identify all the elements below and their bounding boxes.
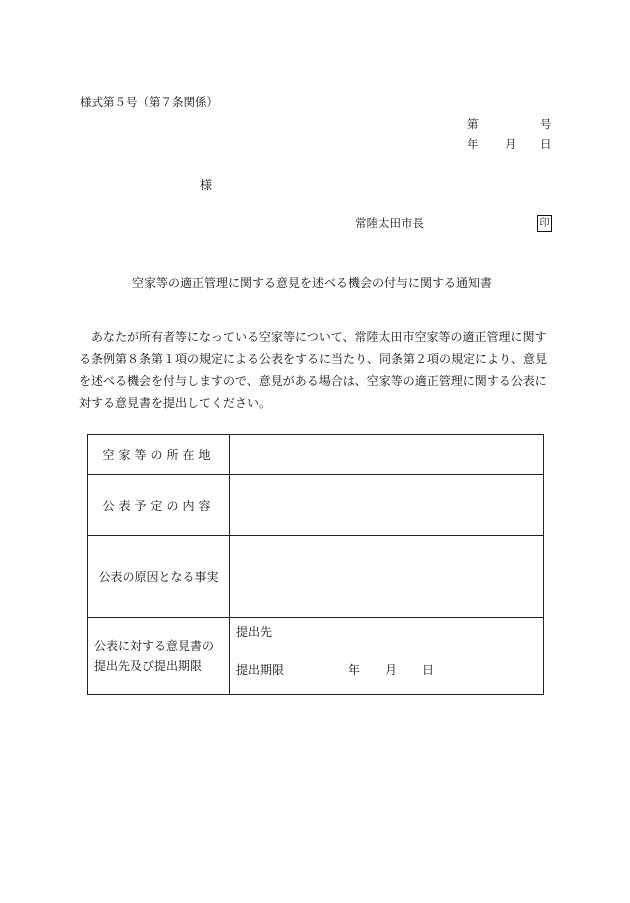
table-row-content <box>88 475 544 536</box>
table-row-reason <box>88 536 544 618</box>
location-label-cell <box>88 435 230 475</box>
body-line: 対する意見書を提出してください。 <box>79 396 272 410</box>
reason-label-cell <box>88 536 230 618</box>
content-label: 公表予定の内容 <box>102 498 215 513</box>
document-title: 空家等の適正管理に関する意見を述べる機会の付与に関する通知書 <box>132 276 493 290</box>
reason-label: 公表の原因となる事実 <box>98 570 219 584</box>
submission-label <box>88 636 214 676</box>
deadline-label: 提出期限 <box>236 663 285 677</box>
document-number-suffix: 号 <box>540 117 552 131</box>
submission-value-cell <box>230 618 544 695</box>
location-value-field[interactable] <box>230 435 544 475</box>
notice-form-table <box>87 434 544 695</box>
deadline-day-label: 日 <box>422 663 435 677</box>
body-line: る条例第８条第１項の規定による公表をするに当たり、同条第２項の規定により、意見 <box>79 352 548 366</box>
content-label-cell <box>88 475 230 536</box>
body-line: あなたが所有者等になっている空家等について、常陸太田市空家等の適正管理に関す <box>91 330 547 344</box>
table-row-submission <box>88 618 544 695</box>
date-month-label: 月 <box>505 137 517 151</box>
document-number-prefix: 第 <box>467 117 479 131</box>
deadline-year-label: 年 <box>348 663 361 677</box>
location-label: 空家等の所在地 <box>102 448 215 462</box>
addressee-honorific: 様 <box>200 178 213 192</box>
seal-mark: 印 <box>537 215 552 232</box>
form-number: 様式第５号（第７条関係） <box>80 95 218 109</box>
submission-label-cell <box>88 618 230 695</box>
submission-label-line2: 提出先及び提出期限 <box>94 659 203 673</box>
body-paragraph <box>79 326 553 414</box>
issuer-name: 常陸太田市長 <box>355 216 424 230</box>
table-row-location <box>88 435 544 475</box>
deadline-month-label: 月 <box>385 663 398 677</box>
body-line: を述べる機会を付与しますので、意見がある場合は、空家等の適正管理に関する公表に <box>79 374 547 388</box>
destination-label: 提出先 <box>236 625 273 639</box>
reason-value-field[interactable] <box>230 536 544 618</box>
submission-label-line1: 公表に対する意見書の <box>94 639 215 653</box>
content-value-field[interactable] <box>230 475 544 536</box>
date-year-label: 年 <box>467 137 479 151</box>
date-day-label: 日 <box>540 137 552 151</box>
